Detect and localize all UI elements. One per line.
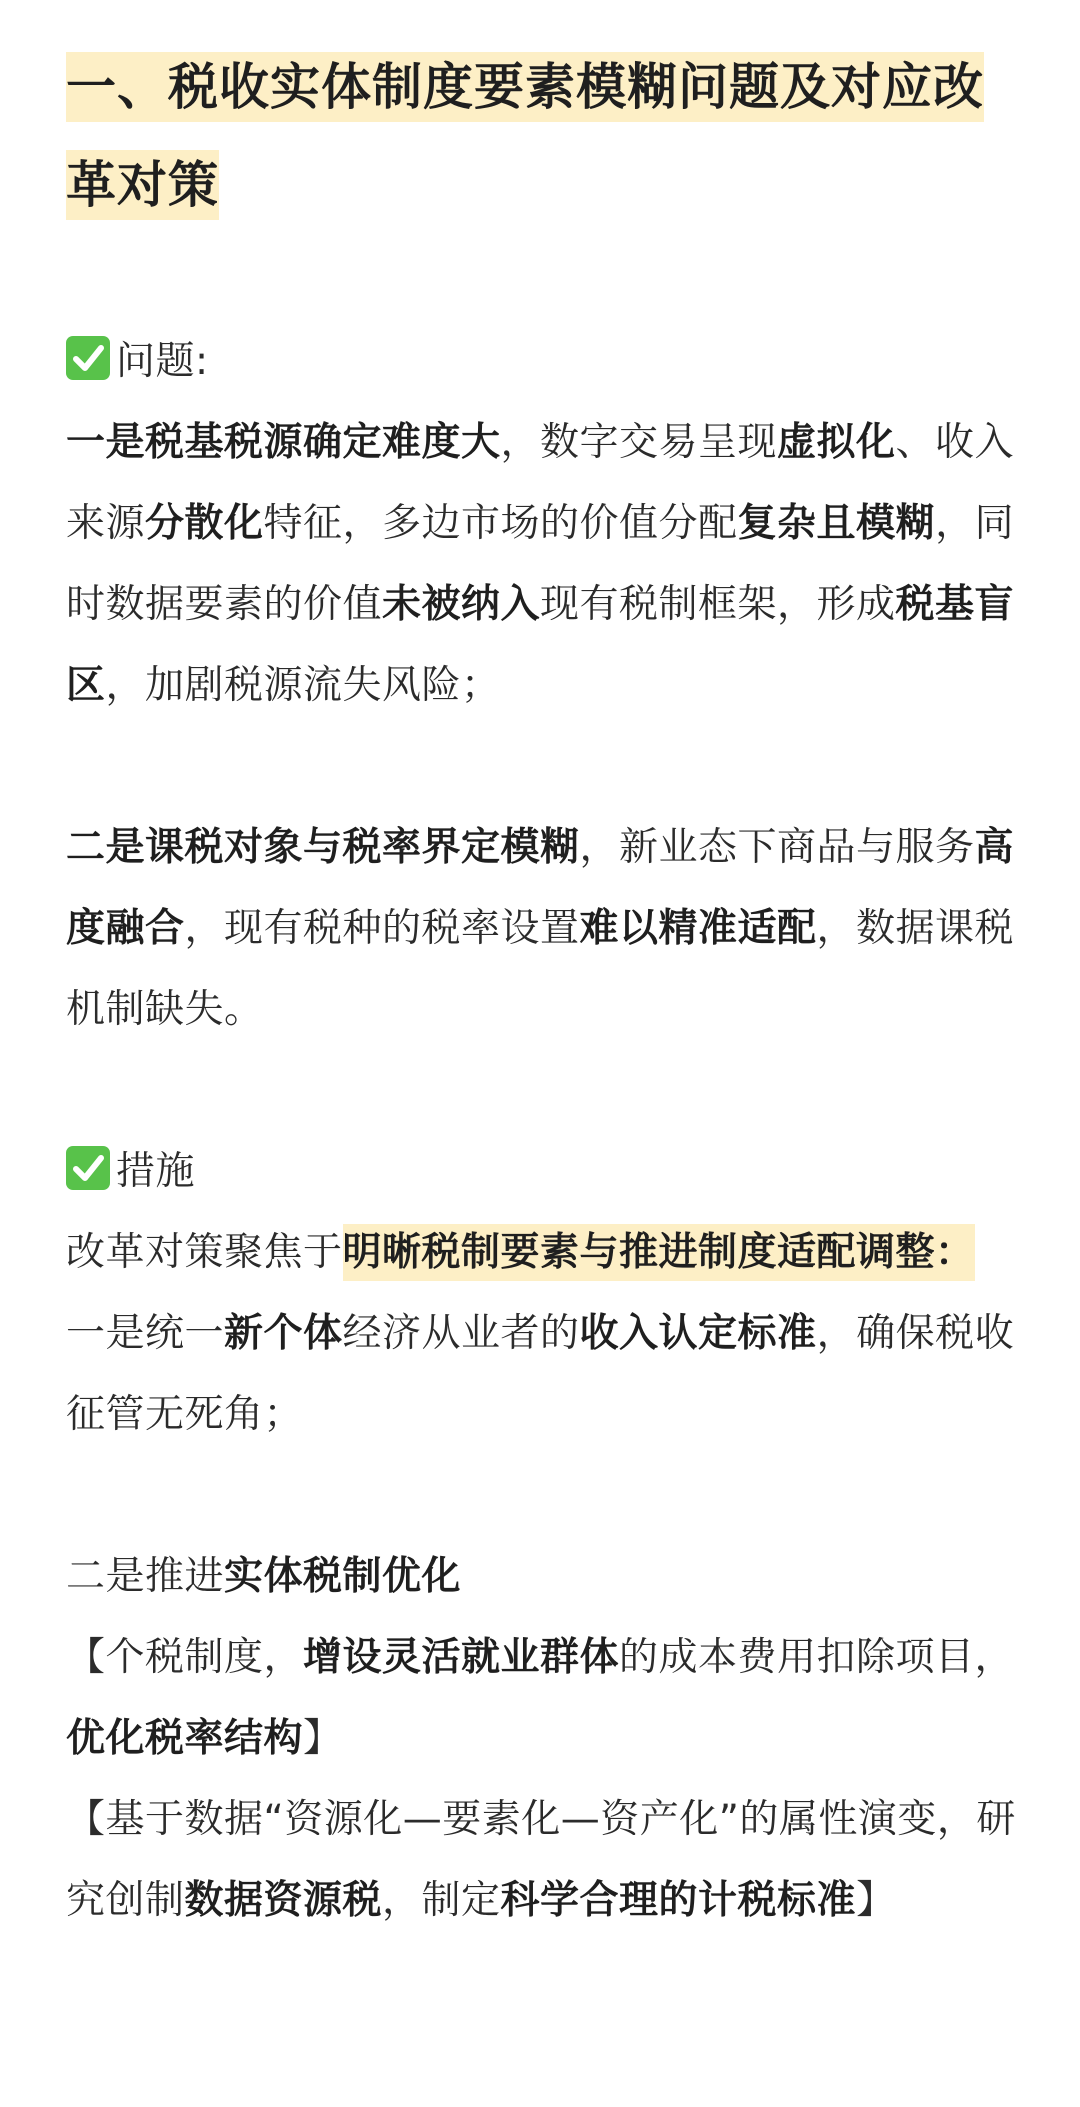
problem-point-2: 二是课税对象与税率界定模糊，新业态下商品与服务高度融合，现有税种的税率设置难以精准适配，数据课税机制缺失。 xyxy=(66,825,1015,1032)
problem-point-1: 一是税基税源确定难度大，数字交易呈现虚拟化、收入来源分散化特征，多边市场的价值分配复杂且模糊，同时数据要素的价值未被纳入现有税制框架，形成税基盲区，加剧税源流失风险； xyxy=(66,420,1015,708)
title-highlight: 一、税收实体制度要素模糊问题及对应改革对策 xyxy=(66,52,984,220)
problem-heading: 问题: xyxy=(66,321,1026,402)
measures-bracket-1: 【个税制度，增设灵活就业群体的成本费用扣除项目，优化税率结构】 xyxy=(66,1635,1015,1761)
measures-intro: 改革对策聚焦于明晰税制要素与推进制度适配调整： xyxy=(66,1212,1026,1293)
check-mark-icon xyxy=(66,336,110,380)
measures-heading: 措施 xyxy=(66,1131,1026,1212)
section-title xyxy=(66,38,1026,234)
measures-point-1: 一是统一新个体经济从业者的收入认定标准，确保税收征管无死角； xyxy=(66,1311,1015,1437)
measures-intro-highlight: 明晰税制要素与推进制度适配调整： xyxy=(343,1224,975,1281)
check-mark-icon xyxy=(66,1146,110,1190)
article xyxy=(66,38,1026,1941)
measures-bracket-2: 【基于数据“资源化—要素化—资产化”的属性演变，研究创制数据资源税，制定科学合理的计税标准】 xyxy=(66,1797,1016,1923)
measures-point-2: 二是推进实体税制优化 xyxy=(66,1554,462,1599)
